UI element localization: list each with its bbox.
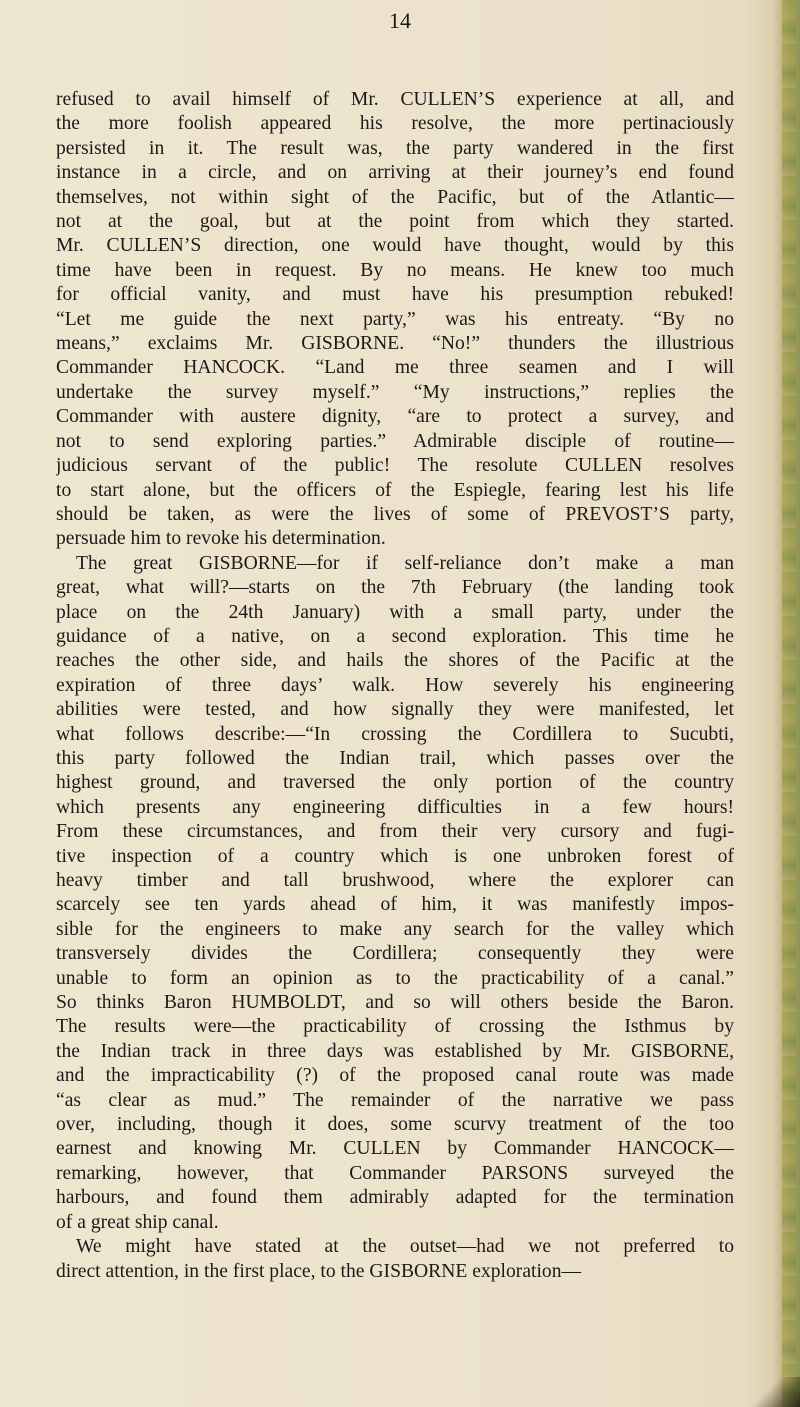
text-line: should be taken, as were the lives of some of PREVOST’S party, <box>56 503 734 525</box>
text-line: not at the goal, but at the point from which they started. <box>56 211 734 233</box>
text-line: Mr. CULLEN’S direction, one would have thought, would by this <box>56 235 734 257</box>
text-line: what follows describe:—“In crossing the Cordillera to Sucubti, <box>56 723 734 745</box>
text-line: sible for the engineers to make any search for the valley which <box>56 918 734 940</box>
text-line: persuade him to revoke his determination. <box>56 528 386 550</box>
text-line: highest ground, and traversed the only portion of the country <box>56 772 734 794</box>
text-line: instance in a circle, and on arriving at their journey’s end found <box>56 162 734 184</box>
page-corner-shadow <box>740 1377 800 1407</box>
text-line: abilities were tested, and how signally they were manifested, let <box>56 699 734 721</box>
text-line: of a great ship canal. <box>56 1211 219 1233</box>
text-line: and the impracticability (?) of the proposed canal route was made <box>56 1065 734 1087</box>
text-line: remarking, however, that Commander PARSONS surveyed the <box>56 1162 734 1184</box>
text-line: expiration of three days’ walk. How severely his engineering <box>56 674 734 696</box>
text-line: direct attention, in the first place, to the GISBORNE exploration— <box>56 1260 582 1282</box>
text-line: judicious servant of the public! The resolute CULLEN resolves <box>56 455 734 477</box>
text-line: unable to form an opinion as to the practicability of a canal.” <box>56 967 734 989</box>
text-line: “as clear as mud.” The remainder of the narrative we pass <box>56 1089 734 1111</box>
text-line: refused to avail himself of Mr. CULLEN’S experience at all, and <box>56 89 734 110</box>
text-line: reaches the other side, and hails the shores of the Pacific at the <box>56 650 734 672</box>
text-line: earnest and knowing Mr. CULLEN by Commander HANCOCK— <box>56 1138 734 1160</box>
text-line: themselves, not within sight of the Pacific, but of the Atlantic— <box>56 186 734 208</box>
text-line: means,” exclaims Mr. GISBORNE. “No!” thunders the illustrious <box>56 333 734 355</box>
text-line: over, including, though it does, some scurvy treatment of the too <box>56 1114 734 1136</box>
text-line: great, what will?—starts on the 7th February (the landing took <box>56 577 734 599</box>
text-line: scarcely see ten yards ahead of him, it was manifestly impos- <box>56 894 734 916</box>
text-line: to start alone, but the officers of the Espiegle, fearing lest his life <box>56 479 734 501</box>
text-line: transversely divides the Cordillera; consequently they were <box>56 943 734 965</box>
text-line: Commander with austere dignity, “are to protect a survey, and <box>56 406 734 428</box>
text-line: harbours, and found them admirably adapted for the termination <box>56 1187 734 1209</box>
text-line: So thinks Baron HUMBOLDT, and so will others beside the Baron. <box>56 992 734 1014</box>
page-number: 14 <box>389 8 411 33</box>
text-line: not to send exploring parties.” Admirable disciple of routine— <box>56 430 734 452</box>
text-line: persisted in it. The result was, the party wandered in the first <box>56 137 734 159</box>
text-line: this party followed the Indian trail, which passes over the <box>56 747 734 769</box>
text-line: From these circumstances, and from their very cursory and fugi- <box>56 821 734 843</box>
text-line: the more foolish appeared his resolve, the more pertinaciously <box>56 113 734 135</box>
text-line: which presents any engineering difficulties in a few hours! <box>56 796 734 818</box>
text-line: “Let me guide the next party,” was his entreaty. “By no <box>56 308 734 330</box>
text-line: time have been in request. By no means. He knew too much <box>56 259 734 281</box>
body-text <box>56 88 734 1284</box>
text-line: the Indian track in three days was established by Mr. GISBORNE, <box>56 1040 734 1062</box>
text-line: for official vanity, and must have his presumption rebuked! <box>56 284 734 306</box>
text-line: heavy timber and tall brushwood, where the explorer can <box>56 870 734 891</box>
book-spine <box>782 0 796 1407</box>
text-line: The results were—the practicability of crossing the Isthmus by <box>56 1016 734 1038</box>
text-line: tive inspection of a country which is one unbroken forest of <box>56 845 734 867</box>
text-line: Commander HANCOCK. “Land me three seamen and I will <box>56 357 734 379</box>
text-line: The great GISBORNE—for if self-reliance don’t make a man <box>76 552 734 574</box>
text-line: place on the 24th January) with a small party, under the <box>56 601 734 623</box>
text-line: undertake the survey myself.” “My instructions,” replies the <box>56 381 734 403</box>
text-line: guidance of a native, on a second exploration. This time he <box>56 625 734 647</box>
text-line: We might have stated at the outset—had we not preferred to <box>76 1236 734 1258</box>
